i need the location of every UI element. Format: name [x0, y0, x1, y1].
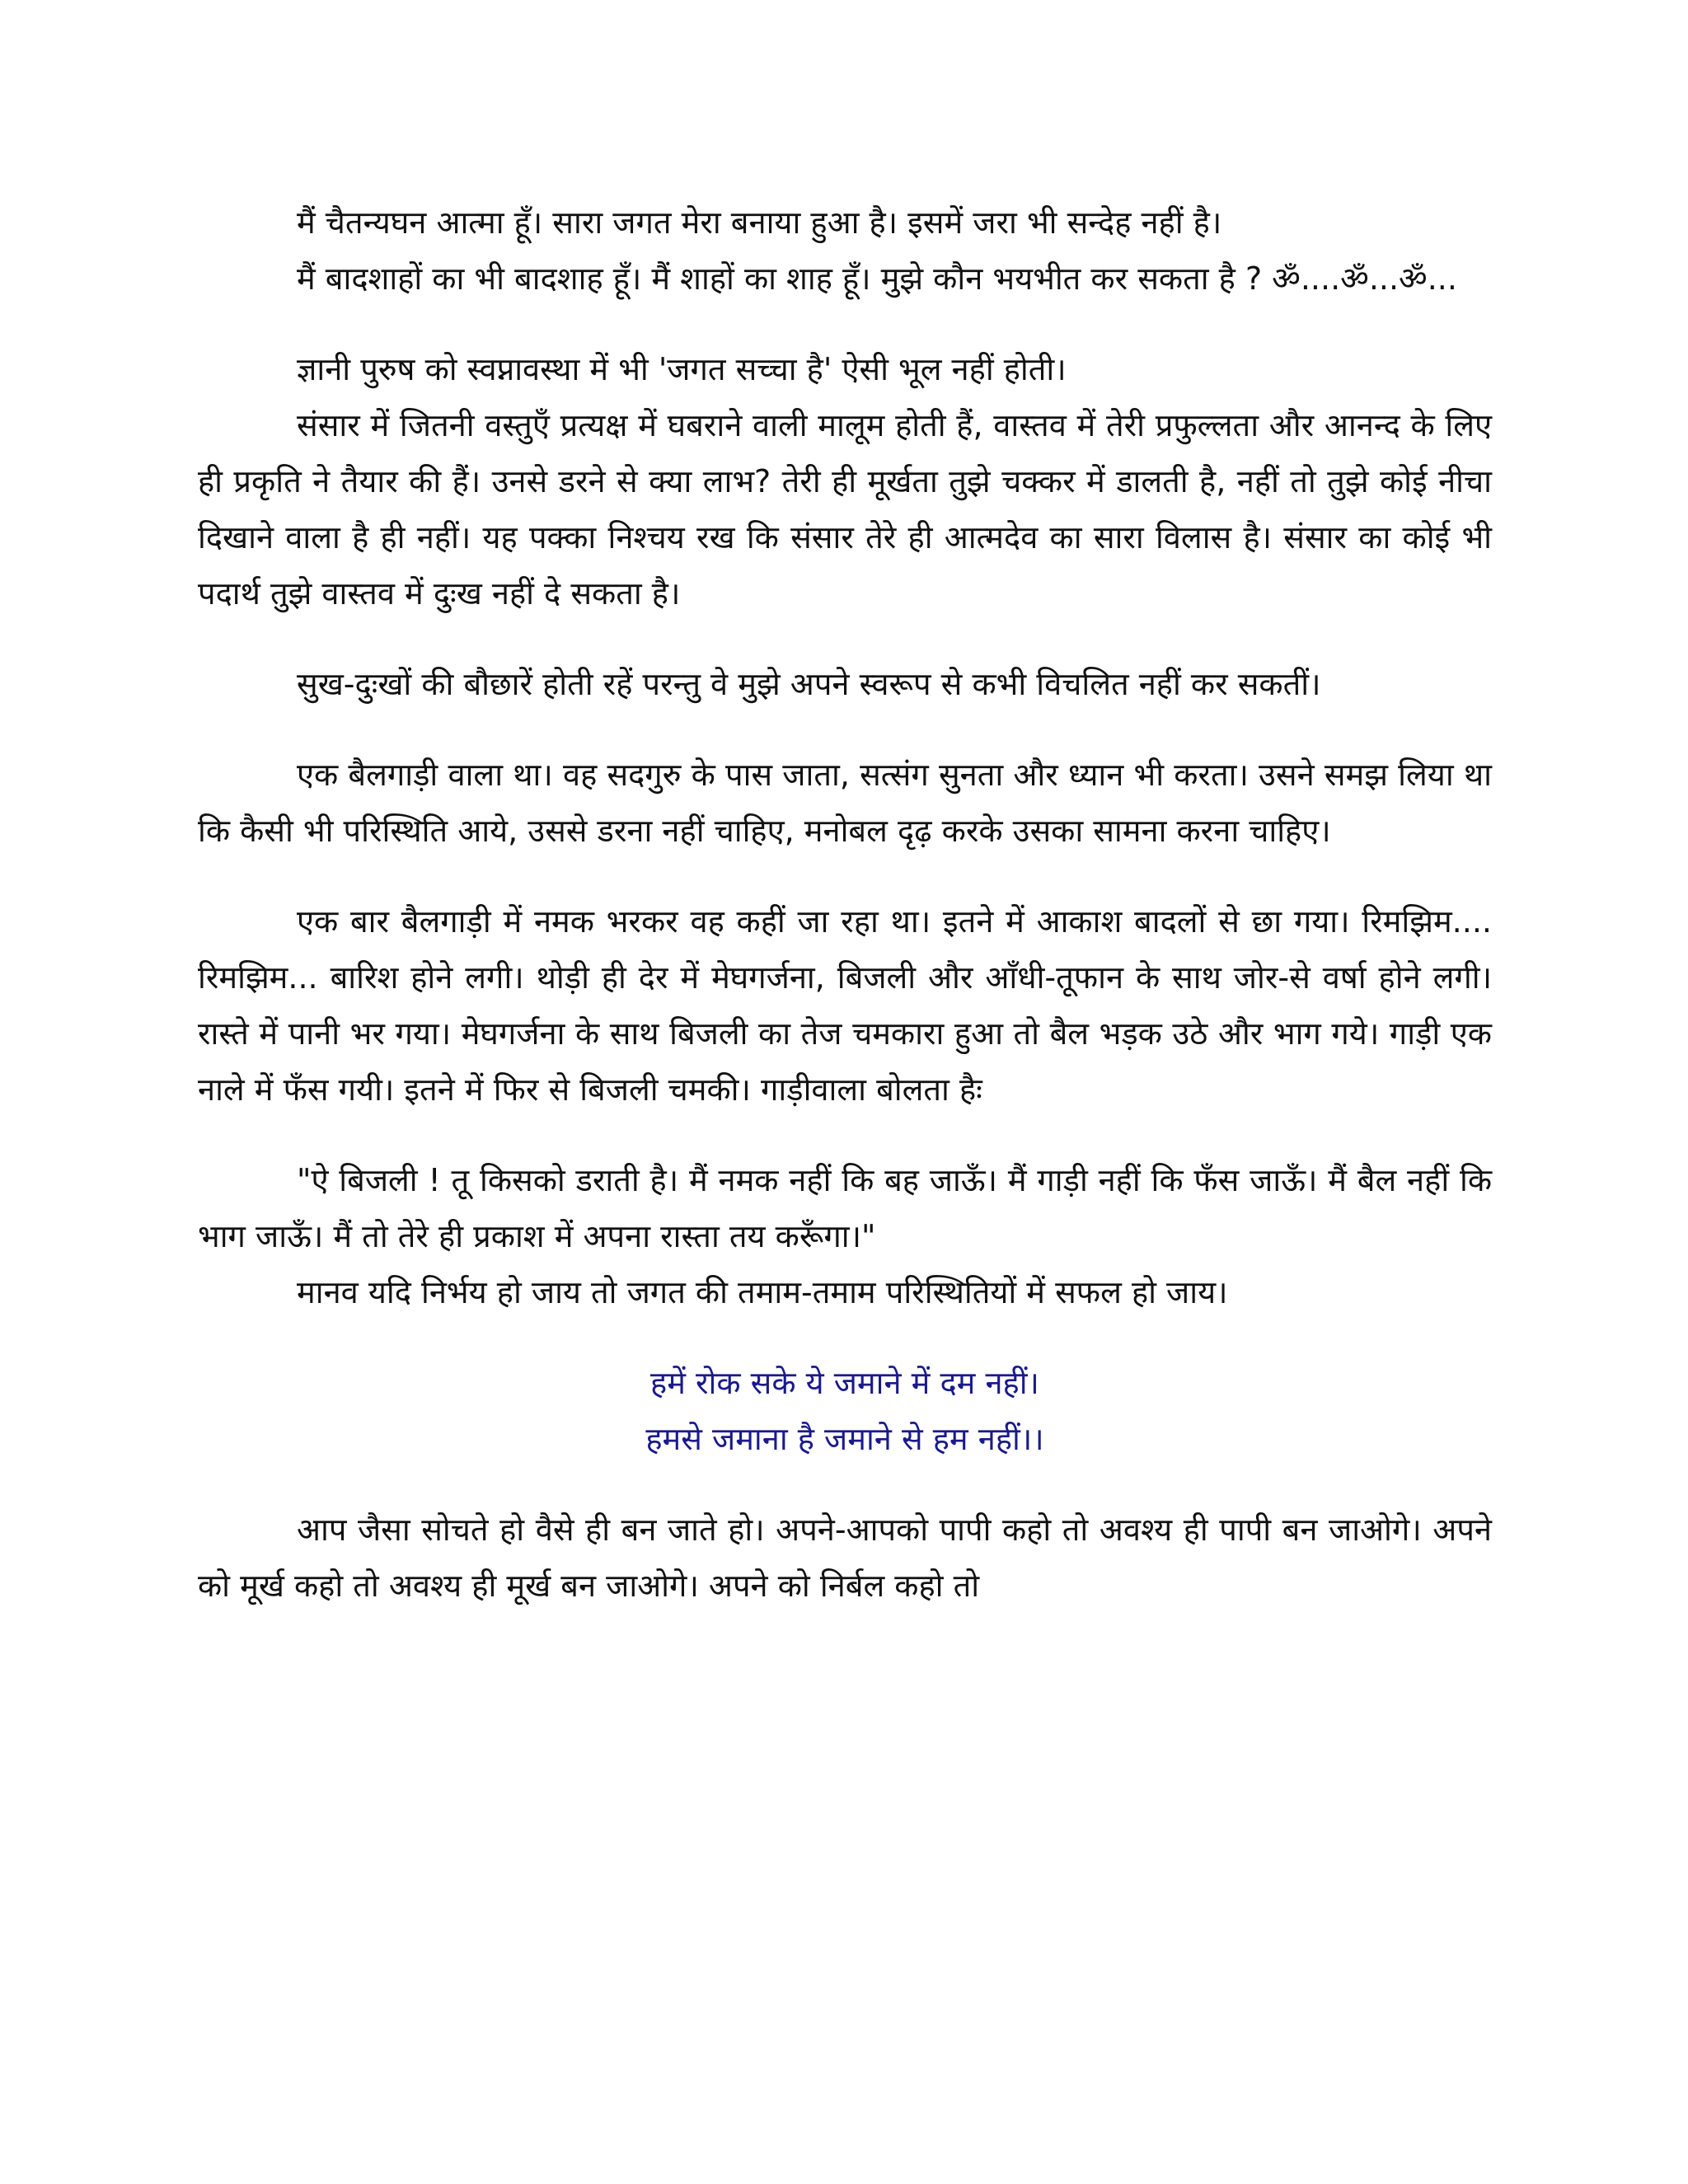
- paragraph-8: "ऐ बिजली ! तू किसको डराती है। मैं नमक नहीं कि बह जाऊँ। मैं गाड़ी नहीं कि फँस जाऊँ। मैं बैल नहीं कि भाग जाऊँ। मैं तो तेरे ही प्रकाश में अपना रास्ता तय करूँगा।": [198, 1162, 1492, 1254]
- paragraph-1: मैं चैतन्यघन आत्मा हूँ। सारा जगत मेरा बनाया हुआ है। इसमें जरा भी सन्देह नहीं है।: [297, 204, 1222, 241]
- document-page: [198, 194, 1492, 1614]
- paragraph-4: संसार में जितनी वस्तुएँ प्रत्यक्ष में घबराने वाली मालूम होती हैं, वास्तव में तेरी प्रफुल्लता और आनन्द के लिए ही प्रकृति ने तैयार की हैं। उनसे डरने से क्या लाभ? तेरी ही मूर्खता तुझे चक्कर में डालती है, नहीं तो तुझे कोई नीचा दिखाने वाला है ही नहीं। यह पक्का निश्चय रख कि संसार तेरे ही आत्मदेव का सारा विलास है। संसार का कोई भी पदार्थ तुझे वास्तव में दुःख नहीं दे सकता है।: [198, 407, 1492, 612]
- paragraph-7: एक बार बैलगाड़ी में नमक भरकर वह कहीं जा रहा था। इतने में आकाश बादलों से छा गया। रिमझिम.... रिमझिम... बारिश होने लगी। थोड़ी ही देर में मेघगर्जना, बिजली और आँधी-तूफान के साथ जोर-से वर्षा होने लगी। रास्ते में पानी भर गया। मेघगर्जना के साथ बिजली का तेज चमकारा हुआ तो बैल भड़क उठे और भाग गये। गाड़ी एक नाले में फँस गयी। इतने में फिर से बिजली चमकी। गाड़ीवाला बोलता हैः: [198, 903, 1492, 1108]
- paragraph-2: मैं बादशाहों का भी बादशाह हूँ। मैं शाहों का शाह हूँ। मुझे कौन भयभीत कर सकता है ? ॐ....ॐ...ॐ...: [297, 260, 1457, 297]
- spacer: [198, 307, 1492, 341]
- paragraph-3: ज्ञानी पुरुष को स्वप्नावस्था में भी 'जगत सच्चा है' ऐसी भूल नहीं होती।: [297, 351, 1067, 387]
- spacer: [198, 1320, 1492, 1355]
- verse-line-1: हमें रोक सके ये जमाने में दम नहीं।: [650, 1365, 1039, 1401]
- spacer: [198, 712, 1492, 747]
- spacer: [198, 1118, 1492, 1152]
- paragraph-5: सुख-दुःखों की बौछारें होती रहें परन्तु वे मुझे अपने स्वरूप से कभी विचलित नहीं कर सकतीं।: [297, 666, 1321, 702]
- spacer: [198, 621, 1492, 656]
- paragraph-9: मानव यदि निर्भय हो जाय तो जगत की तमाम-तमाम परिस्थितियों में सफल हो जाय।: [297, 1274, 1228, 1310]
- spacer: [198, 859, 1492, 893]
- spacer: [198, 1467, 1492, 1502]
- paragraph-6: एक बैलगाड़ी वाला था। वह सदगुरु के पास जाता, सत्संग सुनता और ध्यान भी करता। उसने समझ लिया था कि कैसी भी परिस्थिति आये, उससे डरना नहीं चाहिए, मनोबल दृढ़ करके उसका सामना करना चाहिए।: [198, 757, 1492, 849]
- paragraph-10: आप जैसा सोचते हो वैसे ही बन जाते हो। अपने-आपको पापी कहो तो अवश्य ही पापी बन जाओगे। अपने को मूर्ख कहो तो अवश्य ही मूर्ख बन जाओगे। अपने को निर्बल कहो तो: [198, 1511, 1492, 1604]
- verse-line-2: हमसे जमाना है जमाने से हम नहीं।।: [645, 1421, 1044, 1457]
